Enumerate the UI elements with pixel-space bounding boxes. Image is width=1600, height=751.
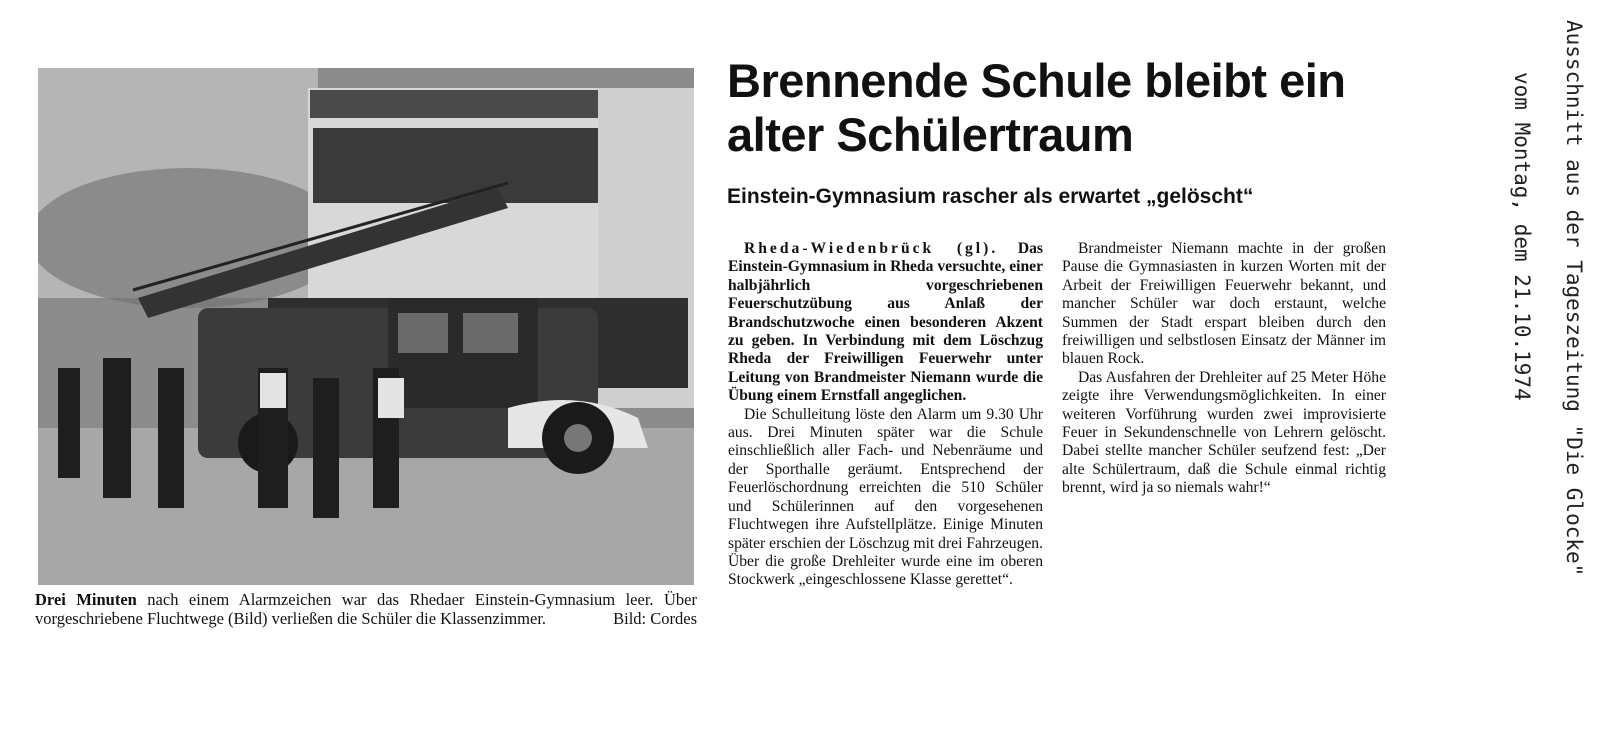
headline: Brennende Schule bleibt ein alter Schülertraum [727,54,1346,161]
body-paragraph-1: Die Schulleitung löste den Alarm um 9.30 Uhr aus. Drei Minuten später war die Schule einschließlich aller Fach- und Nebenräume und der Sporthalle geräumt. Entsprechend der Feuerlöschordnung erreichten die 510 Schüler und Schülerinnen auf den vorgesehenen Fluchtwegen ihre Aufstellplätze. Einige Minuten später erschien der Löschzug mit drei Fahrzeugen. Über die große Drehleiter wurde eine im oberen Stockwerk „eingeschlossene Klasse gerettet“. [728,405,1043,589]
photo-caption [35,590,697,628]
clipping-source-note: Ausschnitt aus der Tageszeitung "Die Glocke" [1562,20,1586,577]
caption-bold: Drei Minuten [35,590,137,609]
article-column-1 [728,240,1043,590]
photo-credit: Bild: Cordes [613,609,697,628]
article-column-2 [1062,240,1386,498]
article-photo [38,68,694,585]
dateline: Rheda-Wiedenbrück (gl). [744,240,999,257]
caption-text: nach einem Alarmzeichen war das Rhedaer Einstein-Gymnasium leer. Über vorgeschriebene Fluchtwege (Bild) verließen die Schüler die Klassenzimmer. [35,590,697,628]
lead-paragraph [728,240,1043,406]
lead-text: Das Einstein-Gymnasium in Rheda versuchte, einer halbjährlich vorgeschriebenen Feuerschutzübung aus Anlaß der Brandschutzwoche einen besonderen Akzent zu geben. In Verbindung mit dem Löschzug Rheda der Freiwilligen Feuerwehr unter Leitung von Brandmeister Niemann wurde die Übung einem Ernstfall angeglichen. [728,240,1043,405]
subheadline: Einstein-Gymnasium rascher als erwartet „gelöscht“ [727,185,1254,208]
body-paragraph-3: Das Ausfahren der Drehleiter auf 25 Meter Höhe zeigte ihre Verwendungsmöglichkeiten. In einer weiteren Vorführung wurden zwei improvisierte Feuer in Sekundenschnelle von Lehrern gelöscht. Dabei stellte mancher Schüler seufzend fest: „Der alte Schülertraum, daß die Schule einmal richtig brennt, wird ja so niemals wahr!“ [1062,368,1386,497]
clipping-date-note: vom Montag, dem 21.10.1974 [1510,72,1534,401]
body-paragraph-2: Brandmeister Niemann machte in der großen Pause die Gymnasiasten in kurzen Worten mit der Arbeit der Freiwilligen Feuerwehr bekannt, und mancher Schüler war doch erstaunt, welche Summen der Stadt erspart bleiben durch den freiwilligen und selbstlosen Einsatz der Männer im blauen Rock. [1062,240,1386,368]
